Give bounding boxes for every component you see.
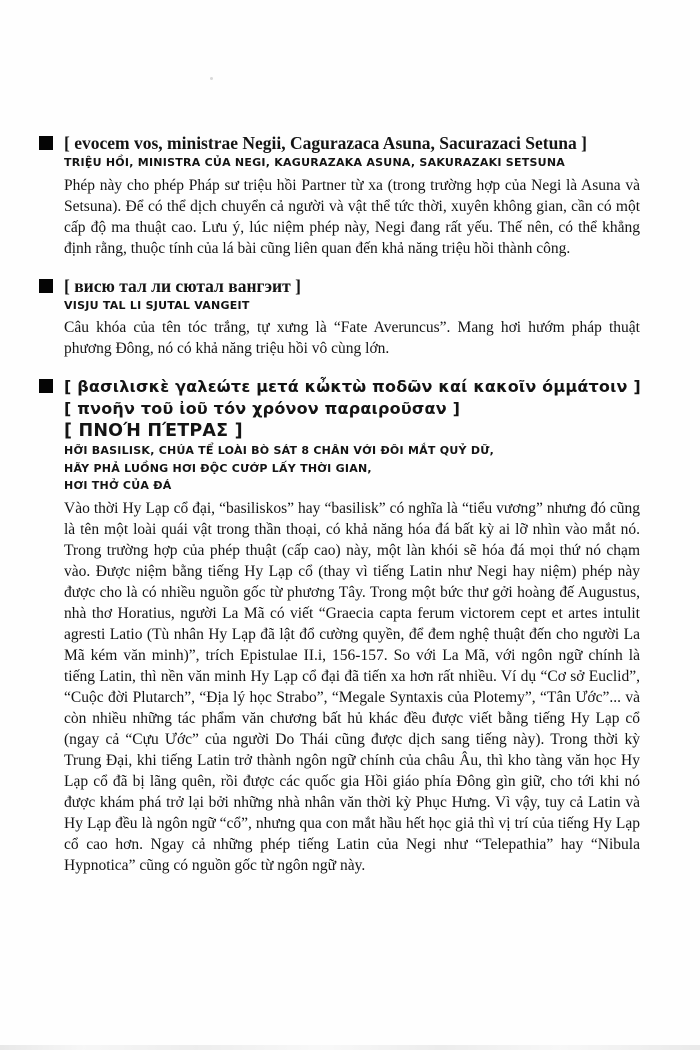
entry-body: Câu khóa của tên tóc trắng, tự xưng là “Fate Averuncus”. Mang hơi hướm pháp thuật phương Đông, nó có khả năng triệu hồi vô cùng lớn.: [64, 319, 640, 357]
entry-subheading-line-1: HỠI BASILISK, CHÚA TỂ LOÀI BÒ SÁT 8 CHÂN VỚI ĐÔI MẮT QUỶ DỮ,: [64, 444, 495, 457]
glossary-entry-evocem-vos: [64, 133, 640, 259]
black-square-bullet-icon: [39, 379, 53, 393]
glossary-entry-visju-tal: [64, 276, 640, 360]
black-square-bullet-icon: [39, 136, 53, 150]
scan-edge-artifact: [0, 1045, 700, 1050]
entry-body: Vào thời Hy Lạp cổ đại, “basiliskos” hay “basilisk” có nghĩa là “tiểu vương” nhưng đó cũng là tên một loài quái vật trong thần thoại, có khả năng hóa đá bất kỳ ai lỡ nhìn vào mắt nó. Trong trường hợp của phép thuật (cấp cao) này, một làn khói sẽ hóa đá mọi thứ nó chạm vào. Được niệm bằng tiếng Hy Lạp cổ (thay vì tiếng Latin như Negi hay niệm) phép này được cho là có nhiều nguồn gốc từ phương Tây. Trong một bức thư gởi hoàng đế Augustus, nhà thơ Horatius, người La Mã có viết “Graecia capta ferum victorem cept et artes intulit agresti Latio (Tù nhân Hy Lạp đã lật đổ cường quyền, để đem nghệ thuật đến cho người La Mã kém văn minh)”, trích Epistulae II.i, 156-157. So với La Mã, với ngôn ngữ chính là tiếng Latin, thì nền văn minh Hy Lạp cổ đại đã tiến xa hơn rất nhiều. Ví dụ “Cơ sở Euclid”, “Cuộc đời Plutarch”, “Địa lý học Strabo”, “Megale Syntaxis của Plotemy”, “Tân Ước”... và còn nhiều những tác phẩm văn chương bất hủ khác đều được viết bằng tiếng Hy Lạp cổ (ngay cả “Cựu Ước” của người Do Thái cũng được dịch sang tiếng này). Trong thời kỳ Trung Đại, khi tiếng Latin trở thành ngôn ngữ chính của châu Âu, thì kho tàng văn học Hy Lạp cổ đã bị lãng quên, rồi được các quốc gia Hồi giáo phía Đông gìn giữ, cho tới khi nó được khám phá trở lại bởi những nhà nhân văn thời kỳ Phục Hưng. Vì vậy, tuy cả Latin và Hy Lạp đều là ngôn ngữ “cổ”, nhưng qua con mắt hầu hết học giả thì vị trí của tiếng Hy Lạp cổ cao hơn. Ngay cả những phép tiếng Latin của Negi như “Telepathia” hay “Nibula Hypnotica” cũng có nguồn gốc từ ngôn ngữ này.: [64, 499, 640, 874]
scan-speck-artifact: [210, 77, 213, 80]
entry-subheading-line-2: HÃY PHẢ LUỒNG HƠI ĐỘC CƯỚP LẤY THỜI GIAN,: [64, 461, 372, 475]
entry-subheading: TRIỆU HỒI, MINISTRA CỦA NEGI, KAGURAZAKA ASUNA, SAKURAZAKI SETSUNA: [64, 156, 566, 169]
entry-heading-greek-line-1: [ βασιλισκὲ γαλεώτε μετά κὦκτὼ ποδῶν καί κακοῖν όμμάτοιν ]: [64, 377, 641, 396]
entry-heading: [ evocem vos, ministrae Negii, Cagurazaca Asuna, Sacurazaci Setuna ]: [64, 133, 587, 153]
entry-heading: [ висю тал ли сютал вангэит ]: [64, 275, 301, 296]
glossary-entry-basilisk: [64, 376, 640, 876]
entry-body: Phép này cho phép Pháp sư triệu hồi Partner từ xa (trong trường hợp của Negi là Asuna và Setsuna). Để có thể dịch chuyển cả người và vật thể tức thời, xuyên không gian, cần có một cấp độ ma thuật cao. Lưu ý, lúc niệm phép này, Negi đang rất yếu. Thế nên, có thể khẳng định rằng, thuộc tính của lá bài cũng liên quan đến khả năng triệu hồi thành công.: [64, 176, 640, 257]
page-content: [64, 133, 640, 876]
entry-heading-greek-line-2: [ πνοῆν τοῦ ἰοῦ τόν χρόνον παραιροῦσαν ]: [64, 399, 461, 418]
entry-subheading: VISJU TAL LI SJUTAL VANGEIT: [64, 298, 250, 312]
black-square-bullet-icon: [39, 279, 53, 293]
entry-heading-greek-line-3: [ ΠΝΟΉ ΠΈΤΡΑΣ ]: [64, 421, 243, 441]
entry-subheading-line-3: HƠI THỞ CỦA ĐÁ: [64, 479, 172, 492]
